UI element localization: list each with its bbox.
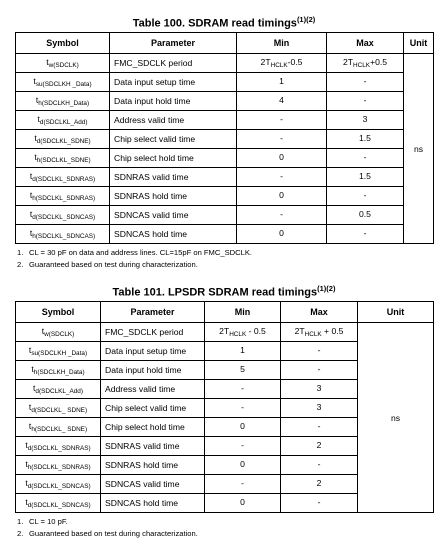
- min-value: -: [280, 171, 283, 181]
- min-value: 2T: [219, 326, 230, 336]
- symbol-subscript: h(SDCLKL_SDNCAS): [32, 233, 96, 240]
- max-value: 3: [316, 383, 322, 393]
- max-value: -: [317, 421, 321, 431]
- symbol-cell: [16, 225, 110, 244]
- symbol-letter: t: [34, 152, 37, 162]
- parameter-cell: FMC_SDCLK period: [110, 54, 237, 73]
- symbol-letter: t: [29, 171, 33, 181]
- symbol-subscript: d(SDCLKL_SDNCAS): [27, 483, 91, 490]
- symbol-letter: t: [28, 421, 32, 431]
- symbol-subscript: d(SDCLKL_SDNRAS): [27, 445, 91, 452]
- min-value: 5: [240, 364, 245, 374]
- footnote: [17, 259, 448, 271]
- header-symbol: Symbol: [16, 302, 101, 323]
- symbol-subscript: h(SDCLKH_Data): [38, 100, 90, 107]
- min-value: 2T: [260, 57, 271, 67]
- header-unit: Unit: [404, 33, 434, 54]
- max-cell: [281, 494, 358, 513]
- max-value: 2: [316, 440, 322, 450]
- footnote-text: CL = 30 pF on data and address lines. CL=15pF on FMC_SDCLK.: [29, 248, 253, 257]
- min-cell: [237, 111, 327, 130]
- max-value: -: [363, 76, 367, 86]
- symbol-subscript: d(SDCLKL_SDNCAS): [32, 214, 96, 221]
- max-value: -: [363, 190, 367, 200]
- table-notes: [0, 247, 448, 271]
- parameter-cell: Data input setup time: [110, 73, 237, 92]
- parameter-cell: SDNCAS hold time: [101, 494, 205, 513]
- footnote-text: Guaranteed based on test during characterization.: [29, 529, 198, 538]
- max-cell: [327, 92, 404, 111]
- max-cell: [327, 206, 404, 225]
- caption-footnote-refs: (1)(2): [317, 284, 336, 293]
- max-cell: [281, 342, 358, 361]
- min-cell: [205, 380, 281, 399]
- max-cell: [281, 399, 358, 418]
- symbol-subscript: d(SDCLKL_SDNCAS): [27, 502, 91, 509]
- min-cell: [237, 149, 327, 168]
- parameter-cell: Address valid time: [101, 380, 205, 399]
- min-value: 0: [279, 152, 284, 162]
- min-cell: [205, 323, 281, 342]
- max-value: -: [363, 152, 367, 162]
- min-value: -: [241, 440, 244, 450]
- parameter-cell: Data input hold time: [110, 92, 237, 111]
- table-row: [16, 168, 434, 187]
- max-subscript: HCLK: [304, 331, 322, 338]
- max-value: 2T: [342, 57, 353, 67]
- symbol-letter: t: [37, 114, 40, 124]
- max-value: -: [317, 345, 321, 355]
- min-value: -: [280, 209, 283, 219]
- table-body: [16, 54, 434, 244]
- parameter-cell: SDNRAS hold time: [101, 456, 205, 475]
- max-value: 0.5: [359, 209, 371, 219]
- max-value: -: [363, 228, 367, 238]
- min-cell: [237, 73, 327, 92]
- max-value: 2T: [294, 326, 305, 336]
- symbol-cell: [16, 437, 101, 456]
- max-subscript: HCLK: [353, 62, 371, 69]
- table-row: [16, 92, 434, 111]
- min-value: 0: [240, 459, 245, 469]
- symbol-subscript: d(SDCLKL_Add): [35, 388, 83, 395]
- symbol-cell: [16, 130, 110, 149]
- symbol-letter: t: [25, 459, 28, 469]
- max-cell: [327, 73, 404, 92]
- min-cell: [237, 54, 327, 73]
- min-value: -: [241, 402, 244, 412]
- symbol-cell: [16, 361, 101, 380]
- header-min: Min: [237, 33, 327, 54]
- min-cell: [237, 187, 327, 206]
- symbol-subscript: d(SDCLKL_SDNRAS): [32, 176, 96, 183]
- symbol-cell: [16, 54, 110, 73]
- max-value: -: [363, 95, 367, 105]
- footnote-number: 2.: [17, 260, 24, 269]
- symbol-cell: [16, 206, 110, 225]
- min-value: 0: [240, 421, 245, 431]
- header-max: Max: [327, 33, 404, 54]
- max-cell: [281, 456, 358, 475]
- max-value: 1.5: [359, 171, 371, 181]
- parameter-cell: FMC_SDCLK period: [101, 323, 205, 342]
- symbol-letter: t: [34, 133, 37, 143]
- symbol-subscript: su(SDCLKH _Data): [31, 350, 88, 357]
- min-value: -: [280, 114, 283, 124]
- symbol-cell: [16, 111, 110, 130]
- table-row: [16, 206, 434, 225]
- footnote: [17, 528, 448, 540]
- min-cell: [237, 92, 327, 111]
- symbol-subscript: h(SDCLKL_SDNRAS): [27, 464, 91, 471]
- symbol-letter: t: [28, 402, 32, 412]
- max-cell: [281, 418, 358, 437]
- max-cell: [327, 168, 404, 187]
- max-cell: [327, 111, 404, 130]
- footnote-text: CL = 10 pF.: [29, 517, 68, 526]
- symbol-letter: t: [25, 478, 28, 488]
- max-offset: + 0.5: [321, 326, 344, 336]
- min-subscript: HCLK: [229, 331, 247, 338]
- min-cell: [237, 168, 327, 187]
- unit-cell: ns: [404, 54, 434, 244]
- symbol-letter: t: [25, 440, 28, 450]
- footnote-text: Guaranteed based on test during characterization.: [29, 260, 198, 269]
- max-value: 1.5: [359, 133, 371, 143]
- parameter-cell: Chip select valid time: [101, 399, 205, 418]
- symbol-cell: [16, 73, 110, 92]
- symbol-cell: [16, 342, 101, 361]
- symbol-cell: [16, 92, 110, 111]
- min-offset: -0.5: [287, 57, 303, 67]
- caption-text: Table 101. LPSDR SDRAM read timings: [112, 286, 318, 299]
- min-cell: [205, 342, 281, 361]
- symbol-cell: [16, 380, 101, 399]
- table-row: [16, 187, 434, 206]
- footnote: [17, 516, 448, 528]
- symbol-cell: [16, 456, 101, 475]
- symbol-subscript: h(SDCLKL_ SDNE): [31, 426, 88, 433]
- parameter-cell: SDNCAS hold time: [110, 225, 237, 244]
- caption-footnote-refs: (1)(2): [296, 15, 316, 24]
- parameter-cell: Chip select valid time: [110, 130, 237, 149]
- table-101-section: [0, 271, 448, 540]
- symbol-cell: [16, 399, 101, 418]
- min-value: -: [241, 383, 244, 393]
- table-row: [16, 323, 434, 342]
- max-cell: [281, 323, 358, 342]
- min-value: 1: [279, 76, 284, 86]
- max-cell: [327, 149, 404, 168]
- symbol-letter: t: [25, 497, 28, 507]
- min-value: -: [241, 478, 244, 488]
- min-cell: [205, 361, 281, 380]
- min-cell: [205, 418, 281, 437]
- parameter-cell: SDNRAS hold time: [110, 187, 237, 206]
- symbol-letter: t: [29, 209, 33, 219]
- header-row: [16, 33, 434, 54]
- table-row: [16, 73, 434, 92]
- symbol-letter: t: [33, 76, 36, 86]
- max-cell: [281, 475, 358, 494]
- min-value: 0: [279, 190, 284, 200]
- header-min: Min: [205, 302, 281, 323]
- min-cell: [205, 399, 281, 418]
- max-offset: +0.5: [370, 57, 388, 67]
- symbol-subscript: h(SDCLKL_SDNRAS): [32, 195, 96, 202]
- max-value: -: [317, 497, 321, 507]
- sdram-read-timings-table: [15, 32, 434, 244]
- min-value: 0: [240, 497, 245, 507]
- max-cell: [281, 437, 358, 456]
- parameter-cell: Chip select hold time: [101, 418, 205, 437]
- symbol-letter: t: [28, 345, 32, 355]
- symbol-letter: t: [46, 57, 49, 67]
- symbol-cell: [16, 149, 110, 168]
- header-parameter: Parameter: [110, 33, 237, 54]
- symbol-subscript: d(SDCLKL_ SDNE): [31, 407, 88, 414]
- symbol-subscript: su(SDCLKH _Data): [35, 81, 92, 88]
- max-cell: [327, 187, 404, 206]
- min-cell: [205, 475, 281, 494]
- symbol-subscript: w(SDCLK): [48, 62, 79, 69]
- symbol-subscript: d(SDCLKL_SDNE): [36, 138, 91, 145]
- min-cell: [205, 437, 281, 456]
- min-value: 0: [279, 228, 284, 238]
- max-value: 3: [362, 114, 368, 124]
- min-cell: [237, 130, 327, 149]
- table-row: [16, 225, 434, 244]
- symbol-subscript: d(SDCLKL_Add): [39, 119, 88, 126]
- max-cell: [327, 54, 404, 73]
- parameter-cell: Data input hold time: [101, 361, 205, 380]
- header-max: Max: [281, 302, 358, 323]
- min-offset: - 0.5: [246, 326, 266, 336]
- symbol-cell: [16, 418, 101, 437]
- symbol-cell: [16, 187, 110, 206]
- symbol-subscript: h(SDCLKH_Data): [33, 369, 85, 376]
- min-value: -: [280, 133, 283, 143]
- max-value: -: [317, 364, 321, 374]
- max-value: 2: [316, 478, 322, 488]
- table-notes: [0, 516, 448, 540]
- footnote-number: 1.: [17, 248, 24, 257]
- symbol-letter: t: [33, 383, 36, 393]
- max-cell: [327, 225, 404, 244]
- symbol-subscript: w(SDCLK): [44, 331, 75, 338]
- header-symbol: Symbol: [16, 33, 110, 54]
- min-value: 1: [240, 345, 245, 355]
- symbol-letter: t: [29, 228, 33, 238]
- parameter-cell: Address valid time: [110, 111, 237, 130]
- symbol-cell: [16, 323, 101, 342]
- max-cell: [281, 361, 358, 380]
- min-cell: [205, 456, 281, 475]
- table-caption: [0, 13, 448, 30]
- symbol-subscript: h(SDCLKL_SDNE): [36, 157, 91, 164]
- parameter-cell: SDNCAS valid time: [110, 206, 237, 225]
- symbol-cell: [16, 494, 101, 513]
- footnote-number: 2.: [17, 529, 24, 538]
- table-row: [16, 149, 434, 168]
- unit-cell: ns: [358, 323, 434, 513]
- caption-text: Table 100. SDRAM read timings: [132, 17, 297, 30]
- max-cell: [327, 130, 404, 149]
- table-body: [16, 323, 434, 513]
- lpsdr-sdram-read-timings-table: [15, 301, 434, 513]
- max-value: 3: [316, 402, 322, 412]
- table-caption: [0, 282, 448, 299]
- parameter-cell: SDNRAS valid time: [110, 168, 237, 187]
- footnote-number: 1.: [17, 517, 24, 526]
- symbol-cell: [16, 475, 101, 494]
- symbol-cell: [16, 168, 110, 187]
- parameter-cell: SDNCAS valid time: [101, 475, 205, 494]
- header-row: [16, 302, 434, 323]
- symbol-letter: t: [29, 190, 33, 200]
- min-cell: [237, 225, 327, 244]
- symbol-letter: t: [41, 326, 45, 336]
- table-row: [16, 111, 434, 130]
- parameter-cell: Chip select hold time: [110, 149, 237, 168]
- min-cell: [237, 206, 327, 225]
- symbol-letter: t: [31, 364, 34, 374]
- parameter-cell: SDNRAS valid time: [101, 437, 205, 456]
- min-value: 4: [279, 95, 284, 105]
- max-cell: [281, 380, 358, 399]
- max-value: -: [317, 459, 321, 469]
- min-cell: [205, 494, 281, 513]
- parameter-cell: Data input setup time: [101, 342, 205, 361]
- header-unit: Unit: [358, 302, 434, 323]
- header-parameter: Parameter: [101, 302, 205, 323]
- table-row: [16, 54, 434, 73]
- min-subscript: HCLK: [270, 62, 288, 69]
- footnote: [17, 247, 448, 259]
- symbol-letter: t: [35, 95, 39, 105]
- table-row: [16, 130, 434, 149]
